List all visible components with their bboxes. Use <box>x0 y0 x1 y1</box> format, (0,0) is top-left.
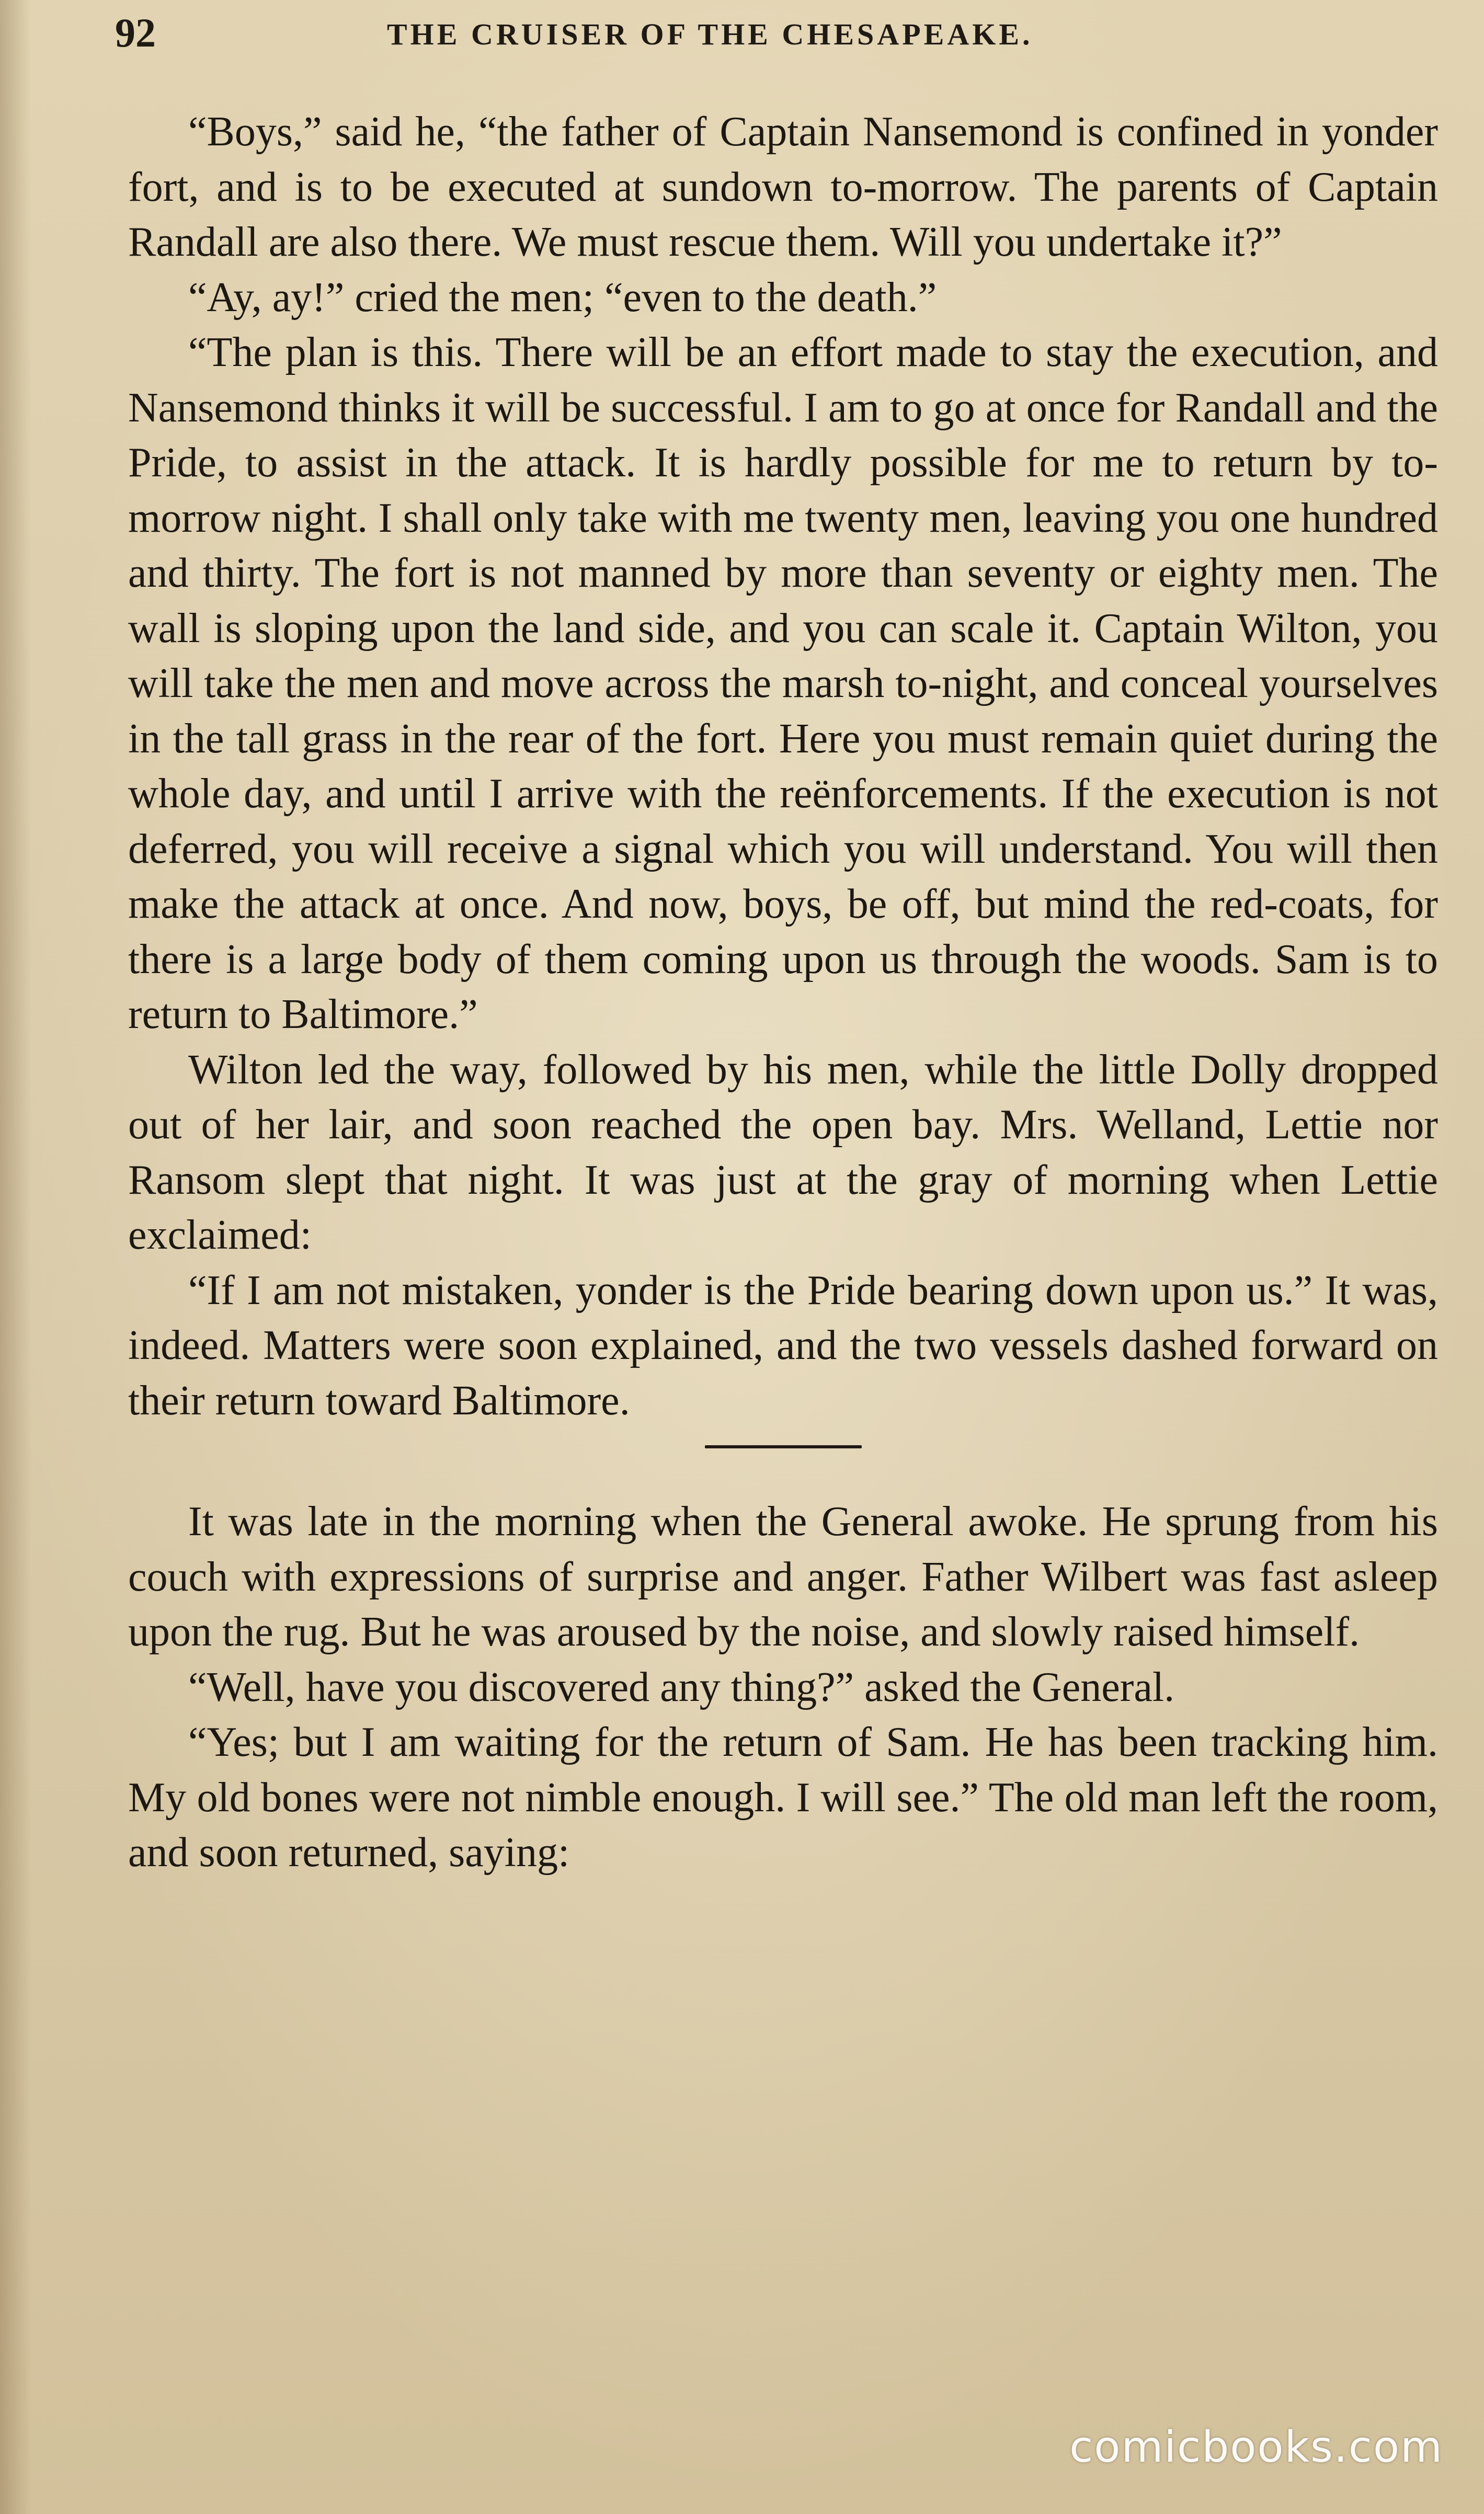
paragraph: It was late in the morning when the General awoke. He sprung from his couch with expressions of surprise and anger. Father Wilbert was fast asleep upon the rug. But he was aroused by the noise, and slowly raised himself. <box>128 1499 1438 1655</box>
body-text <box>128 105 1438 1881</box>
running-head: THE CRUISER OF THE CHESAPEAKE. <box>387 17 1033 51</box>
paragraph: “Ay, ay!” cried the men; “even to the death.” <box>188 274 937 321</box>
paragraph: “If I am not mistaken, yonder is the Pride bearing down upon us.” It was, indeed. Matters were soon explained, and the two vessels dashed forward on their return toward Baltimore. <box>128 1267 1438 1424</box>
page-header <box>115 9 1433 56</box>
page-number: 92 <box>115 10 156 55</box>
paragraph: “Well, have you discovered any thing?” asked the General. <box>188 1664 1175 1710</box>
paragraph: Wilton led the way, followed by his men, while the little Dolly dropped out of her lair, and soon reached the open bay. Mrs. Welland, Lettie nor Ransom slept that night. It was just at the gray of morning when Lettie exclaimed: <box>128 1046 1438 1258</box>
paragraph: “Yes; but I am waiting for the return of Sam. He has been tracking him. My old bones were not nimble enough. I will see.” The old man left the room, and soon returned, saying: <box>128 1719 1438 1876</box>
paragraph: “The plan is this. There will be an effort made to stay the execution, and Nansemond thinks it will be successful. I am to go at once for Randall and the Pride, to assist in the attack. It is hardly possible for me to return by to-morrow night. I shall only take with me twenty men, leaving you one hundred and thirty. The fort is not manned by more than seventy or eighty men. The wall is sloping upon the land side, and you can scale it. Captain Wilton, you will take the men and move across the marsh to-night, and conceal yourselves in the tall grass in the rear of the fort. Here you must remain quiet during the whole day, and until I arrive with the reënforcements. If the execution is not deferred, you will receive a signal which you will understand. You will then make the attack at once. And now, boys, be off, but mind the red-coats, for there is a large body of them coming upon us through the woods. Sam is to return to Baltimore.” <box>128 329 1438 1037</box>
watermark-logo: comicbooks.com <box>1069 2422 1443 2472</box>
spine-shadow <box>0 0 31 2514</box>
section-divider <box>705 1445 862 1448</box>
paragraph: “Boys,” said he, “the father of Captain Nansemond is confined in yonder fort, and is to be executed at sundown to-morrow. The parents of Captain Randall are also there. We must rescue them. Will you undertake it?” <box>128 109 1438 265</box>
